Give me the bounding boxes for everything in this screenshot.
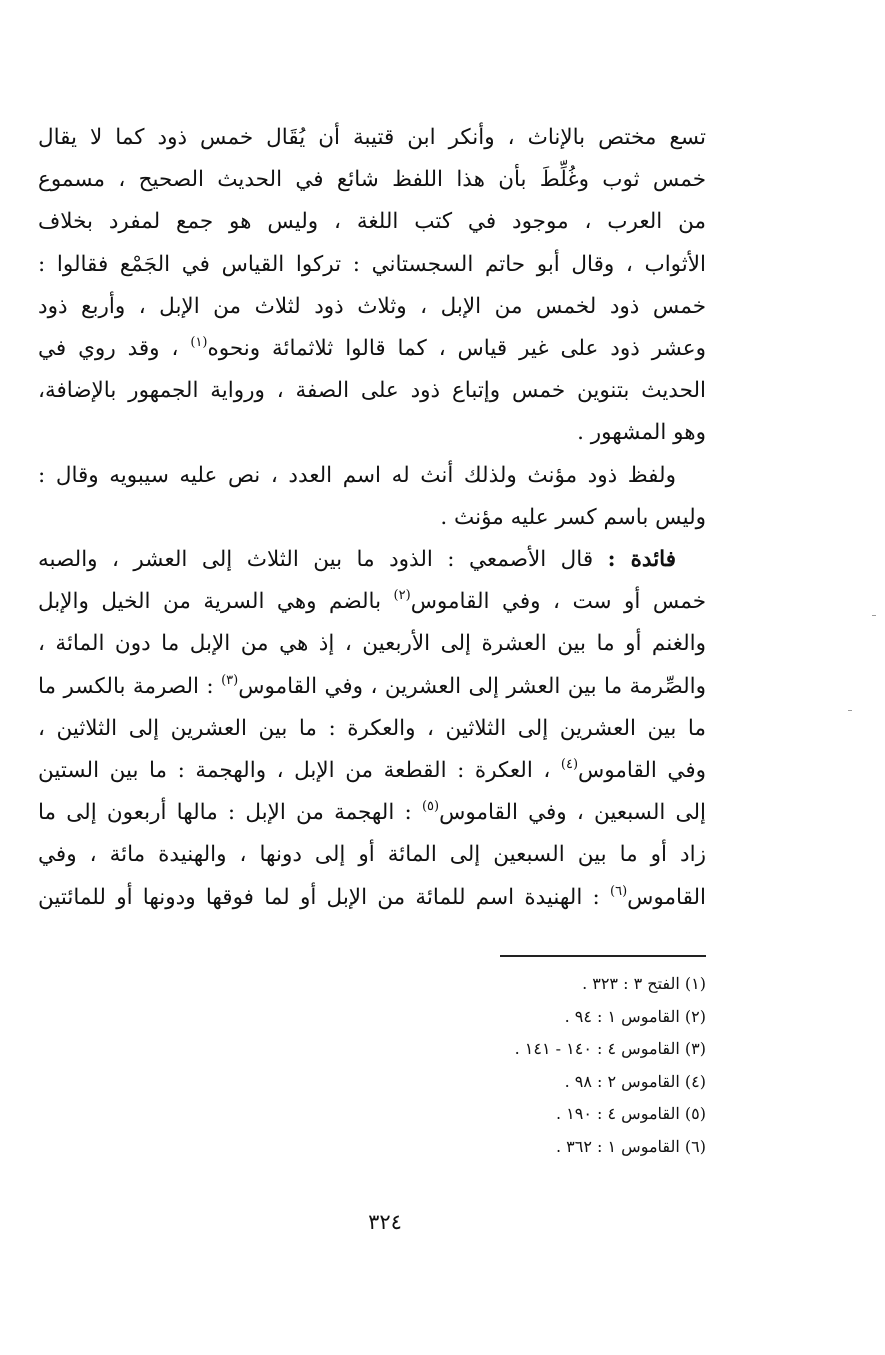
text-line — [38, 539, 706, 581]
text-line — [38, 750, 706, 792]
text-line: زاد أو ما بين السبعين إلى المائة أو إلى دونها ، والهنيدة مائة ، وفي — [38, 842, 706, 868]
text-line: الحديث بتنوين خمس وإتباع ذود على الصفة ، ورواية الجمهور بالإضافة، — [38, 378, 706, 404]
text-segment: : الصرمة بالكسر ما — [38, 673, 214, 699]
text-line: تسع مختص بالإناث ، وأنكر ابن قتيبة أن يُقَال خمس ذود كما لا يقال — [38, 125, 706, 150]
text-segment: وعشر ذود على غير قياس ، كما قالوا ثلاثمائة ونحوه — [207, 336, 706, 362]
benefit-label: فائدة : — [607, 547, 676, 573]
page-number: ٣٢٤ — [368, 1210, 402, 1234]
text-line: والغنم أو ما بين العشرة إلى الأربعين ، إذ هي من الإبل ما دون المائة ، — [38, 631, 706, 657]
text-line — [38, 328, 706, 370]
scan-mark — [872, 615, 876, 616]
text-line — [38, 877, 706, 919]
footnote-ref: (١) — [190, 335, 208, 351]
text-line — [38, 792, 706, 834]
footnote: (٤) القاموس ٢ : ٩٨ . — [564, 1071, 706, 1091]
text-line: من العرب ، موجود في كتب اللغة ، وليس هو جمع لمفرد بخلاف — [38, 209, 706, 235]
text-segment: القاموس — [627, 884, 706, 910]
footnote-ref: (٢) — [393, 588, 411, 604]
text-line — [38, 666, 706, 708]
main-text — [38, 117, 706, 919]
footnote: (١) الفتح ٣ : ٣٢٣ . — [582, 974, 706, 993]
footnote: (٥) القاموس ٤ : ١٩٠ . — [555, 1104, 706, 1123]
text-line: وهو المشهور . — [577, 420, 706, 446]
text-line: ما بين العشرين إلى الثلاثين ، والعكرة : ما بين العشرين إلى الثلاثين ، — [38, 715, 706, 741]
text-segment: قال الأصمعي : الذود ما بين الثلاث إلى العشر ، والصبه — [38, 547, 594, 573]
text-segment: بالضم وهي السرية من الخيل والإبل — [38, 589, 382, 615]
footnote: (٣) القاموس ٤ : ١٤٠ - ١٤١ . — [514, 1039, 706, 1058]
text-segment: إلى السبعين ، وفي القاموس — [439, 800, 706, 826]
text-line: ولفظ ذود مؤنث ولذلك أنث له اسم العدد ، نص عليه سيبويه وقال : — [38, 462, 676, 488]
footnote-ref: (٤) — [560, 757, 579, 773]
footnote-ref: (٣) — [221, 672, 239, 688]
text-line: خمس ثوب وغُلِّطَ بأن هذا اللفظ شائع في الحديث الصحيح ، مسموع — [38, 167, 706, 193]
text-line — [38, 581, 706, 623]
footnote-ref: (٦) — [610, 883, 628, 899]
text-segment: ، العكرة : القطعة من الإبل ، والهجمة : ما بين الستين — [38, 758, 551, 784]
footnotes — [300, 968, 706, 1163]
footnote-ref: (٥) — [421, 799, 440, 815]
text-segment: وفي القاموس — [578, 758, 706, 784]
text-segment: خمس أو ست ، وفي القاموس — [410, 589, 706, 615]
text-segment: : الهجمة من الإبل : مالها أربعون إلى ما — [38, 800, 412, 826]
text-line: الأثواب ، وقال أبو حاتم السجستاني : تركوا القياس في الجَمْع فقالوا : — [38, 251, 706, 277]
text-segment: : الهنيدة اسم للمائة من الإبل أو لما فوقها ودونها أو للمائتين — [38, 884, 600, 910]
text-segment: والصِّرمة ما بين العشر إلى العشرين ، وفي القاموس — [238, 673, 706, 699]
text-line: خمس ذود لخمس من الإبل ، وثلاث ذود لثلاث من الإبل ، وأربع ذود — [38, 293, 706, 319]
text-segment: ، وقد روي في — [38, 336, 179, 362]
footnote-separator — [500, 955, 706, 957]
text-line: وليس باسم كسر عليه مؤنث . — [440, 504, 706, 530]
scan-mark — [848, 710, 852, 711]
footnote: (٦) القاموس ١ : ٣٦٢ . — [555, 1136, 706, 1156]
footnote: (٢) القاموس ١ : ٩٤ . — [564, 1006, 706, 1026]
